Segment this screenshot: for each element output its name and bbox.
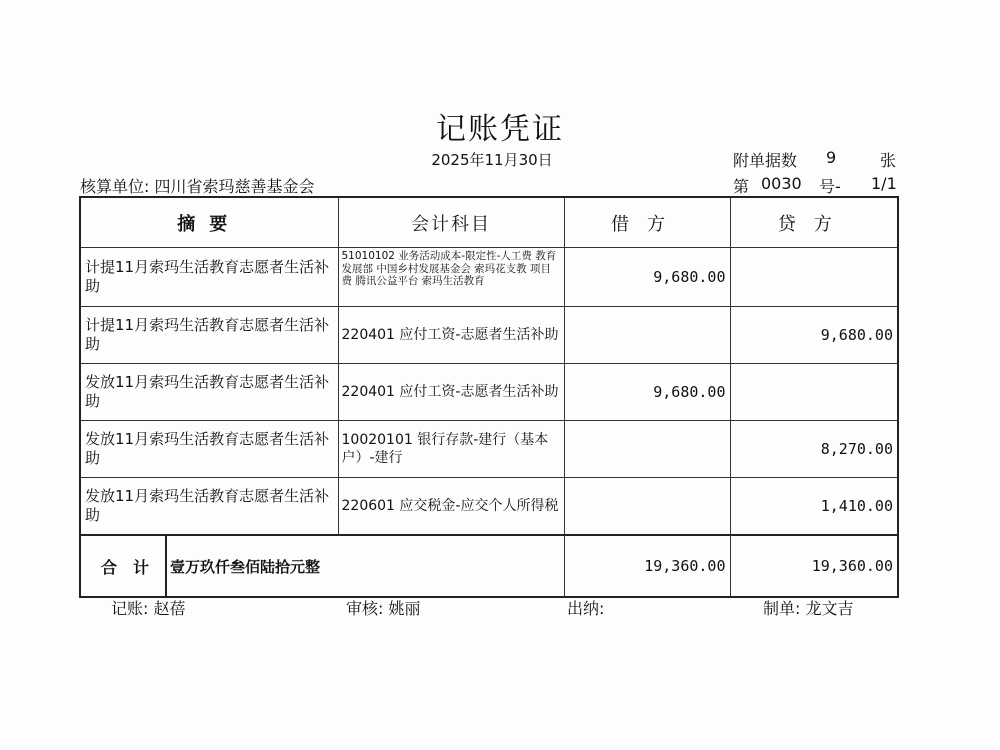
entry-account: 10020101 银行存款-建行（基本户）-建行 [338,421,564,478]
entry-credit: 1,410.00 [730,478,898,536]
preparer-signature: 制单: 龙文吉 [763,599,854,618]
entry-debit [564,478,730,536]
header-credit: 贷方 [730,197,898,248]
header-summary: 摘要 [80,197,338,248]
entry-debit: 9,680.00 [564,248,730,307]
entry-credit [730,248,898,307]
total-amount-words: 壹万玖仟叁佰陆拾元整 [170,557,321,576]
voucher-title: 记账凭证 [436,112,564,147]
reviewer-signature: 审核: 姚丽 [346,599,421,618]
entry-debit: 9,680.00 [564,364,730,421]
entry-credit: 9,680.00 [730,307,898,364]
entry-summary: 发放11月索玛生活教育志愿者生活补助 [80,364,338,421]
entry-summary: 发放11月索玛生活教育志愿者生活补助 [80,421,338,478]
entry-summary: 计提11月索玛生活教育志愿者生活补助 [80,248,338,307]
table-header-row [80,197,898,248]
entry-credit [730,364,898,421]
entry-credit: 8,270.00 [730,421,898,478]
accounting-unit [80,174,315,197]
total-inner [81,536,564,596]
attachments-label: 附单据数 [733,151,798,170]
total-cell [80,535,564,597]
voucher-page-count: 1/1 [871,174,897,193]
entry-summary: 发放11月索玛生活教育志愿者生活补助 [80,478,338,536]
table-row [80,364,898,421]
total-debit: 19,360.00 [564,535,730,597]
accounting-unit-name: 四川省索玛慈善基金会 [154,177,315,196]
voucher-number-suffix: 号- [819,177,841,196]
bookkeeper-signature: 记账: 赵蓓 [111,599,186,618]
entry-debit [564,307,730,364]
entry-summary: 计提11月索玛生活教育志愿者生活补助 [80,307,338,364]
total-label: 合计 [81,536,166,596]
header-debit: 借方 [564,197,730,248]
entry-account: 51010102 业务活动成本-限定性-人工费 教育发展部 中国乡村发展基金会 索玛花支教 项目费 腾讯公益平台 索玛生活教育 [338,248,564,307]
table-row [80,307,898,364]
voucher-date: 2025年11月30日 [431,151,553,169]
total-credit: 19,360.00 [730,535,898,597]
attachments-number: 9 [826,148,837,167]
attachments-unit: 张 [880,151,897,170]
table-row [80,478,898,536]
cashier-signature: 出纳: [567,599,605,618]
total-row [80,535,898,597]
entry-debit [564,421,730,478]
entry-account: 220601 应交税金-应交个人所得税 [338,478,564,536]
entry-account: 220401 应付工资-志愿者生活补助 [338,364,564,421]
table-row [80,248,898,307]
voucher-number-value: 0030 [761,174,802,193]
table-row [80,421,898,478]
accounting-unit-label: 核算单位: [80,177,150,196]
entry-account: 220401 应付工资-志愿者生活补助 [338,307,564,364]
voucher-number-prefix: 第 [733,177,750,196]
voucher-table [79,196,899,598]
header-account: 会计科目 [338,197,564,248]
